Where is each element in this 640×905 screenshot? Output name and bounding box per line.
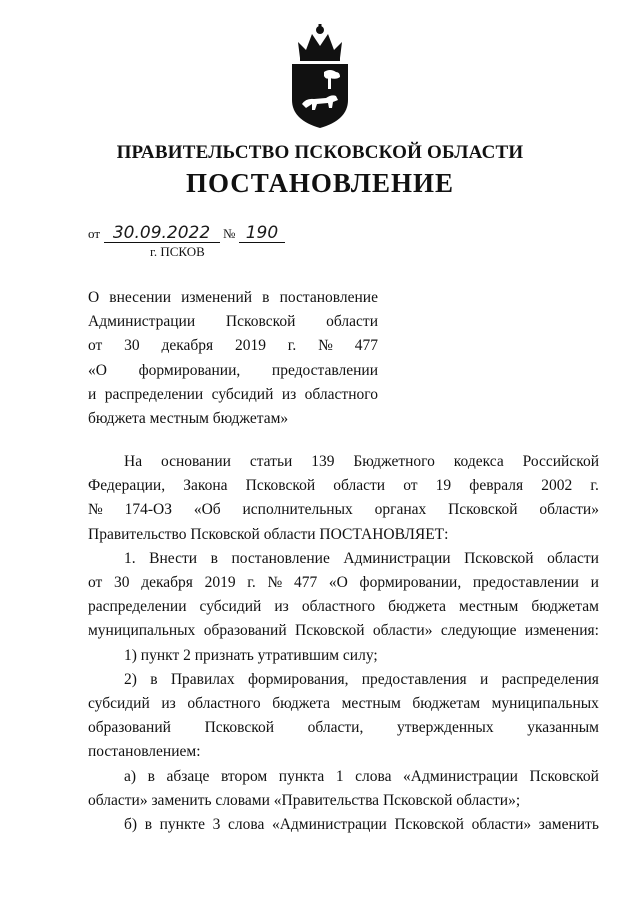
document-type-title: ПОСТАНОВЛЕНИЕ xyxy=(185,168,455,198)
word: Псковской xyxy=(464,549,534,567)
word: Федерации, xyxy=(88,477,166,495)
word: из xyxy=(274,598,289,616)
text-line xyxy=(88,692,599,716)
number-prefix: № xyxy=(223,226,236,241)
word: области» заменить словами «Правительства Псковской области»; xyxy=(88,791,521,809)
word: муниципальных xyxy=(491,695,599,713)
word: пункте xyxy=(159,816,205,834)
word: заменить xyxy=(538,816,599,834)
text-line xyxy=(88,595,599,619)
word: бюджетам xyxy=(412,695,481,713)
word: от xyxy=(403,477,418,495)
word: распределении xyxy=(104,385,204,403)
word: Правительство Псковской области ПОСТАНОВЛЯЕТ: xyxy=(88,525,449,543)
word: Администрации xyxy=(88,313,196,331)
text-line xyxy=(88,474,599,498)
word: следующие xyxy=(440,622,517,640)
text-line xyxy=(88,334,378,358)
text-line xyxy=(88,813,599,837)
pskov-coat-of-arms-icon xyxy=(286,22,354,130)
word: Псковской xyxy=(245,477,316,495)
word: бюджета xyxy=(388,598,446,616)
word: б) xyxy=(124,816,138,834)
word: 1. xyxy=(124,549,136,567)
word: области» xyxy=(539,501,599,519)
word: абзаце xyxy=(166,767,210,785)
word: Псковской xyxy=(448,501,518,519)
document-number: 190 xyxy=(239,224,285,243)
word: Российской xyxy=(522,453,599,470)
word: из xyxy=(281,385,297,403)
word: распределения xyxy=(501,670,599,688)
word: из xyxy=(161,695,176,713)
word: предоставлении xyxy=(472,574,579,592)
document-date: 30.09.2022 xyxy=(104,224,220,243)
word: субсидий xyxy=(211,385,274,403)
word: указанным xyxy=(527,719,599,737)
word: области, xyxy=(307,719,364,737)
word: 477 xyxy=(354,337,378,355)
word: области xyxy=(547,549,599,567)
word: г. xyxy=(590,477,599,495)
text-line xyxy=(88,668,599,692)
word: Бюджетного xyxy=(353,453,435,470)
word: «Администрации xyxy=(403,767,518,785)
word: 174-ОЗ xyxy=(124,501,172,519)
word: внесении xyxy=(109,289,172,306)
text-line xyxy=(88,407,378,431)
word: Закона xyxy=(183,477,228,495)
word: местным xyxy=(341,695,401,713)
word: от xyxy=(88,574,103,592)
word: в xyxy=(262,289,270,306)
text-line xyxy=(88,765,599,789)
word: формировании, xyxy=(138,361,241,379)
word: изменений xyxy=(181,289,253,306)
word: Правилах xyxy=(170,670,235,688)
word: г. xyxy=(287,337,297,355)
document-body xyxy=(88,450,599,837)
text-line xyxy=(88,716,599,740)
word: муниципальных xyxy=(88,622,196,640)
word: субсидий xyxy=(88,695,150,713)
text-line xyxy=(88,644,599,668)
word: и xyxy=(88,385,97,403)
word: постановление xyxy=(231,549,330,567)
word: Псковской xyxy=(394,816,464,834)
text-line xyxy=(88,359,378,383)
word: в xyxy=(147,767,155,785)
word: бюджетам xyxy=(531,598,599,616)
word: Администрации xyxy=(343,549,451,567)
word: в xyxy=(210,549,218,567)
text-line xyxy=(88,547,599,571)
word: пункта xyxy=(278,767,325,785)
word: областного xyxy=(187,695,261,713)
word: предоставления xyxy=(361,670,467,688)
word: областного xyxy=(304,385,378,403)
word: 2019 xyxy=(204,574,236,592)
word: образований xyxy=(88,719,171,737)
government-title: ПРАВИТЕЛЬСТВО ПСКОВСКОЙ ОБЛАСТИ xyxy=(116,142,524,163)
word: статьи xyxy=(249,453,293,470)
word: «Об xyxy=(193,501,221,519)
word: 30 xyxy=(114,574,130,592)
word: а) xyxy=(124,767,137,785)
word: области» xyxy=(372,622,433,640)
word: 2) xyxy=(124,670,137,688)
word: основании xyxy=(160,453,231,470)
text-line xyxy=(88,498,599,522)
word: 1 xyxy=(335,767,344,785)
word: Внести xyxy=(149,549,198,567)
word: «Администрации xyxy=(271,816,387,834)
word: постановлением: xyxy=(88,743,201,761)
text-line xyxy=(88,383,378,407)
word: утвержденных xyxy=(396,719,494,737)
word: слова xyxy=(227,816,265,834)
word: Псковской xyxy=(529,767,599,785)
word: формирования, xyxy=(247,670,349,688)
word: области» xyxy=(471,816,532,834)
word: 477 xyxy=(293,574,318,592)
text-line xyxy=(88,619,599,643)
word: втором xyxy=(220,767,268,785)
word: областного xyxy=(301,598,376,616)
word: слова xyxy=(355,767,392,785)
word: 3 xyxy=(212,816,221,834)
word: изменения: xyxy=(524,622,599,640)
word: «О xyxy=(328,574,348,592)
text-line xyxy=(88,450,599,474)
word: от xyxy=(88,337,103,355)
word: органах xyxy=(374,501,427,519)
word: бюджета местным бюджетам» xyxy=(88,410,289,428)
word: предоставлении xyxy=(271,361,378,379)
word: О xyxy=(88,289,100,306)
word: декабря xyxy=(141,574,193,592)
document-subject xyxy=(88,286,378,431)
word: февраля xyxy=(469,477,524,495)
word: в xyxy=(150,670,158,688)
word: и xyxy=(590,574,599,592)
word: в xyxy=(144,816,153,834)
word: образований xyxy=(203,622,287,640)
word: и xyxy=(479,670,489,688)
registration-line xyxy=(88,224,285,243)
word: № xyxy=(88,501,103,519)
word: На xyxy=(124,453,143,470)
word: 2002 xyxy=(541,477,573,495)
word: декабря xyxy=(161,337,214,355)
word: г. xyxy=(247,574,256,592)
word: «О xyxy=(88,361,107,379)
word: местным xyxy=(459,598,519,616)
city-label: г. ПСКОВ xyxy=(150,244,205,259)
word: области xyxy=(326,313,378,331)
word: Псковской xyxy=(225,313,296,331)
word: распределении xyxy=(88,598,187,616)
text-line xyxy=(88,286,378,310)
word: № xyxy=(267,574,283,592)
word: кодекса xyxy=(453,453,504,470)
word: 19 xyxy=(435,477,452,495)
word: субсидий xyxy=(199,598,262,616)
word: области xyxy=(333,477,386,495)
word: 2019 xyxy=(234,337,266,355)
text-line xyxy=(88,310,378,334)
word: исполнительных xyxy=(242,501,353,519)
word: 139 xyxy=(311,453,335,470)
word: 30 xyxy=(124,337,140,355)
date-prefix: от xyxy=(88,226,101,241)
word: формировании, xyxy=(359,574,462,592)
word: постановление xyxy=(279,289,378,306)
text-line xyxy=(88,789,599,813)
word: Псковской xyxy=(204,719,275,737)
text-line xyxy=(88,740,599,764)
word: 1) пункт 2 признать утратившим силу; xyxy=(124,646,378,664)
word: № xyxy=(318,337,333,355)
text-line xyxy=(88,571,599,595)
word: Псковской xyxy=(295,622,365,640)
text-line xyxy=(88,523,599,547)
word: бюджета xyxy=(272,695,331,713)
